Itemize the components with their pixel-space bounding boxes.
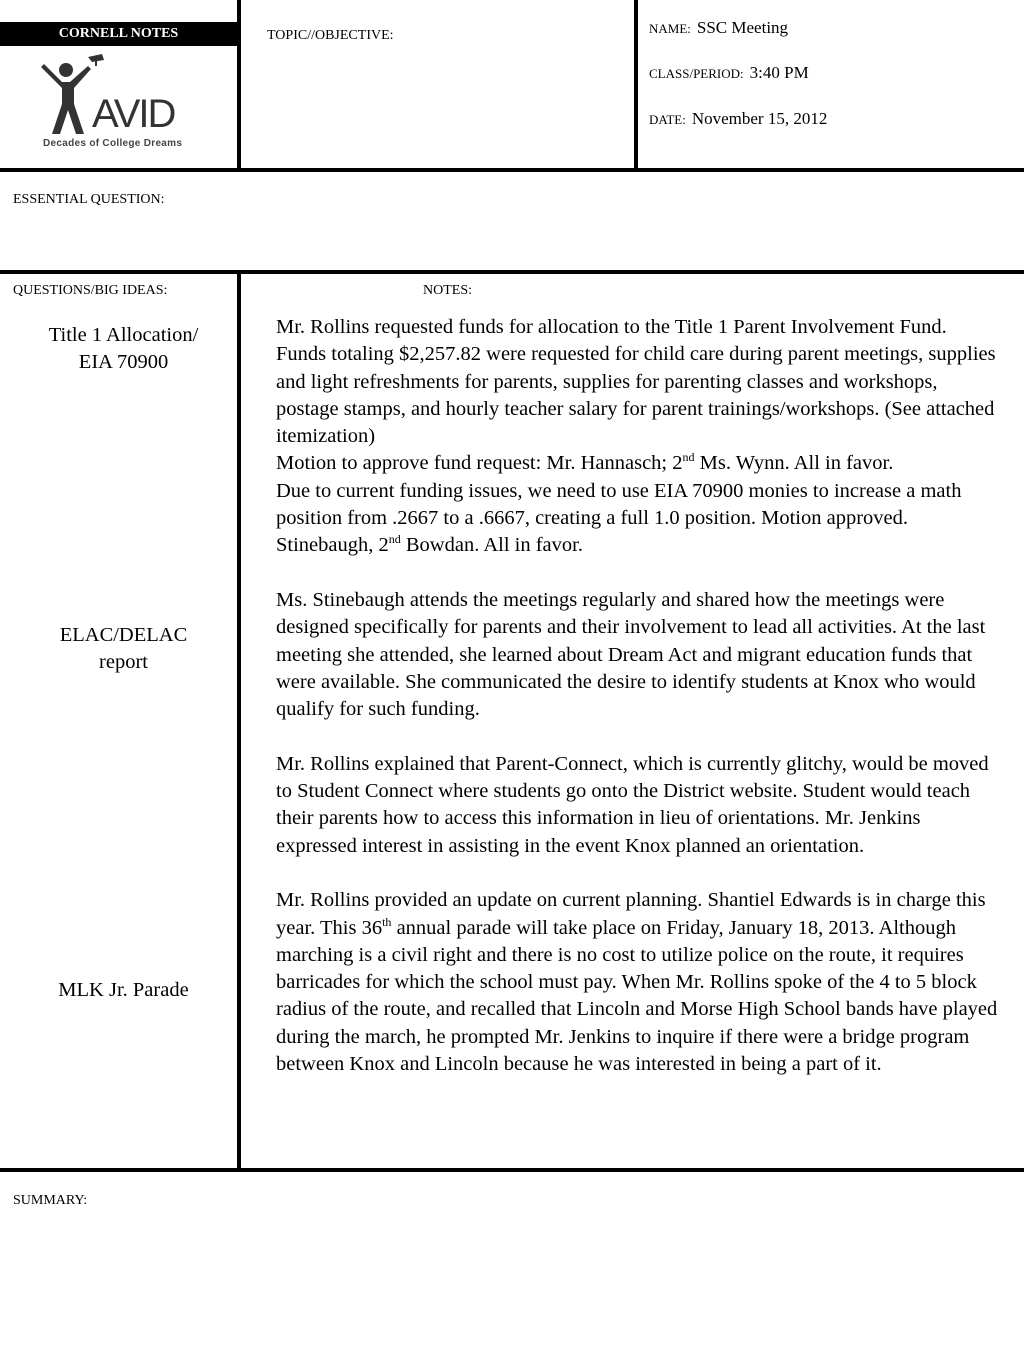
header-bottom-rule — [0, 168, 1024, 172]
ordinal-suffix: nd — [682, 450, 695, 465]
summary-label: SUMMARY: — [13, 1193, 88, 1208]
notes-text: Mr. Rollins provided an update on current planning. Shantiel Edwards is in charge this year. This 36 — [276, 889, 986, 939]
cue-elac-delac-report — [0, 622, 247, 676]
name-field — [649, 18, 788, 38]
notes-paragraph — [276, 478, 998, 560]
name-value: SSC Meeting — [696, 18, 789, 37]
cornell-notes-label: CORNELL NOTES — [0, 22, 237, 46]
essential-question-label: ESSENTIAL QUESTION: — [13, 192, 165, 207]
name-label: NAME: — [649, 21, 691, 36]
ordinal-suffix: nd — [388, 532, 401, 547]
notes-text: Bowdan. All in favor. — [400, 534, 583, 557]
cue-title1-allocation — [0, 322, 247, 376]
header-divider-left — [237, 0, 241, 170]
date-field — [649, 109, 827, 129]
class-period-value: 3:40 PM — [749, 63, 809, 82]
questions-big-ideas-label: QUESTIONS/BIG IDEAS: — [13, 283, 168, 298]
avid-wordmark: AVID — [92, 92, 175, 136]
notes-paragraph: Mr. Rollins explained that Parent-Connect, which is currently glitchy, would be moved to Student Connect where students go onto the District website. Student would teach their parents how to access this information in lieu of orientations. Mr. Jenkins expressed interest in assisting in the event Knox planned an orientation. — [276, 752, 989, 857]
notes-text: annual parade will take place on Friday, January 18, 2013. Although marching is a civil right and there is no cost to utilize police on the route, it requires barricades for which the school must pay. When Mr. Rollins spoke of the 4 to 5 block radius of the route, and recalled that Lincoln and Morse High School bands have played during the march, he prompted Mr. Jenkins to inquire if there were a bridge program between Knox and Lincoln because he was interested in being a part of it. — [276, 916, 998, 1076]
notes-text: Ms. Wynn. All in favor. — [694, 452, 894, 475]
notes-text: Due to current funding issues, we need to use EIA 70900 monies to increase a math position from .2667 to a .6667, creating a full 1.0 position. Motion approved. Stinebaugh, 2 — [276, 479, 962, 557]
notes-paragraph: Mr. Rollins requested funds for allocation to the Title 1 Parent Involvement Fund. Funds totaling $2,257.82 were requested for child care during parent meetings, supplies and light refreshments for parents, supplies for parenting classes and workshops, postage stamps, and hourly teacher salary for parent trainings/workshops. (See attached itemization) — [276, 316, 996, 448]
class-period-label: CLASS/PERIOD: — [649, 66, 744, 81]
avid-logo — [38, 52, 198, 152]
header-divider-right — [634, 0, 638, 170]
summary-top-rule — [0, 1168, 1024, 1172]
cue-line: report — [99, 651, 148, 673]
cue-line: ELAC/DELAC — [59, 624, 188, 646]
essential-bottom-rule — [0, 270, 1024, 274]
ordinal-suffix: th — [382, 914, 392, 929]
class-period-field — [649, 63, 809, 83]
avid-tagline: Decades of College Dreams — [43, 138, 183, 149]
cue-line: Title 1 Allocation/ — [48, 324, 199, 346]
date-label: DATE: — [649, 112, 686, 127]
notes-paragraph: Ms. Stinebaugh attends the meetings regularly and shared how the meetings were designed specifically for parents and their involvement to lead all activities. At the last meeting she attended, she learned about Dream Act and migrant education funds that were available. She communicated the desire to identify students at Knox who would qualify for such funding. — [276, 588, 986, 721]
cue-mlk-parade — [0, 977, 247, 1004]
cue-line: EIA 70900 — [78, 351, 169, 373]
notes-paragraph — [276, 450, 998, 477]
cue-line: MLK Jr. Parade — [58, 979, 189, 1001]
date-value: November 15, 2012 — [691, 109, 828, 128]
notes-label: NOTES: — [423, 283, 472, 298]
notes-paragraph — [276, 887, 998, 1078]
notes-text: Motion to approve fund request: Mr. Hannasch; 2 — [276, 452, 683, 475]
notes-divider — [237, 270, 241, 1170]
topic-objective-label: TOPIC//OBJECTIVE: — [267, 28, 394, 43]
notes-body — [276, 314, 998, 1078]
